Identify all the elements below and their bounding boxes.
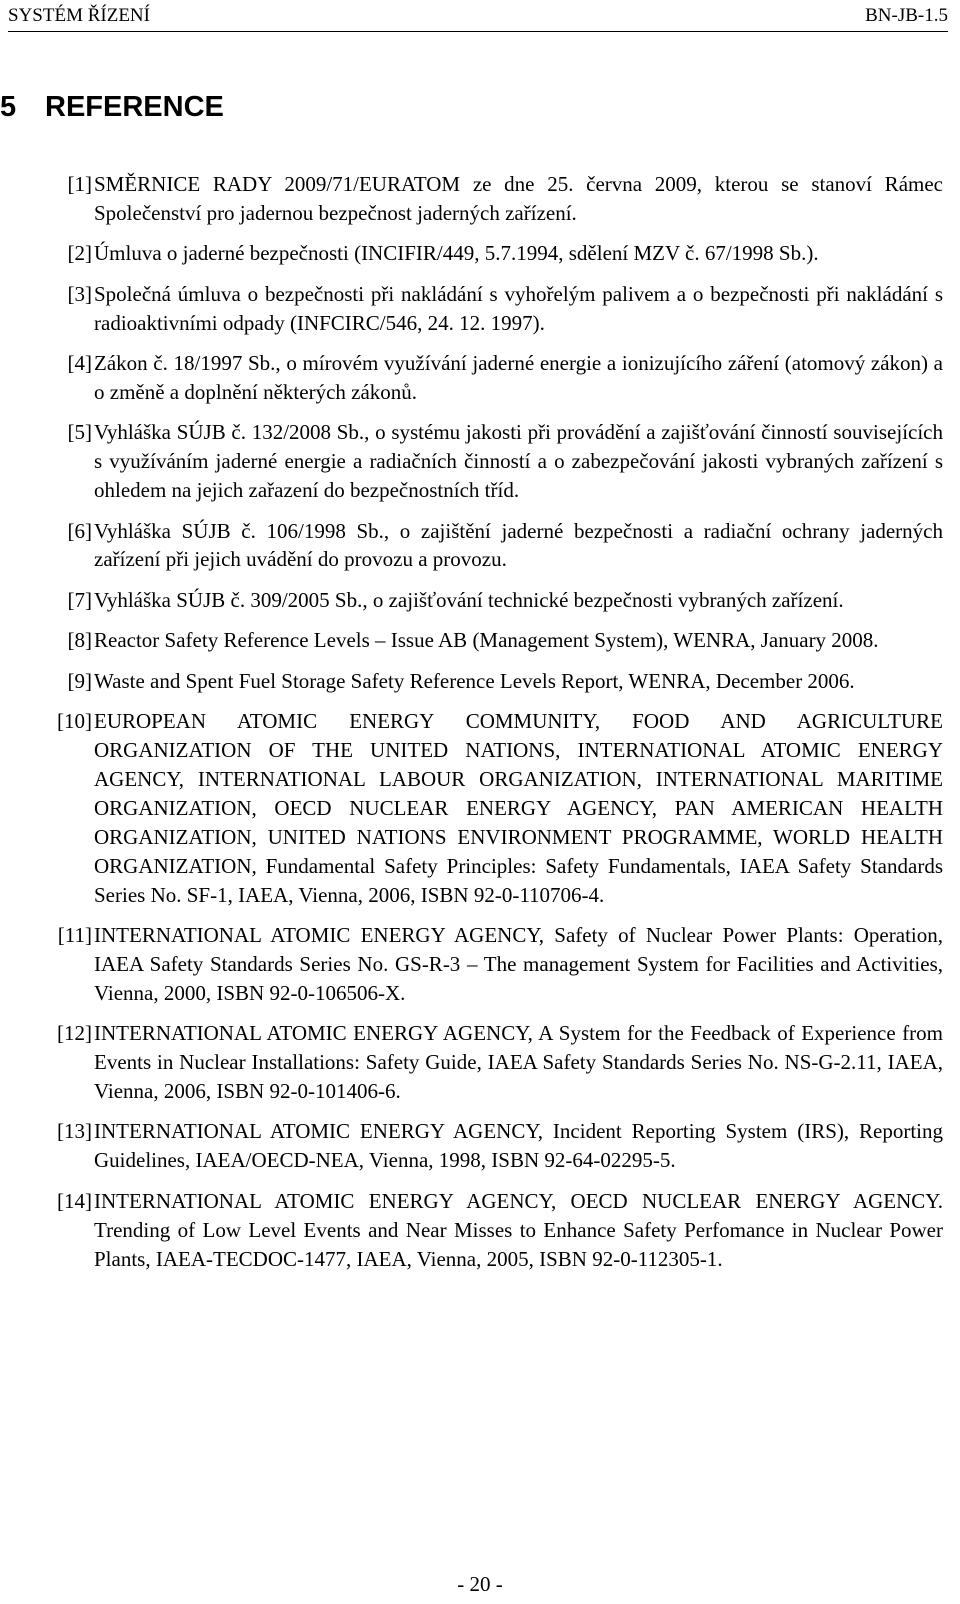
reference-number: [11] [57, 922, 92, 947]
reference-number: [4] [67, 351, 92, 376]
reference-item [0, 517, 958, 575]
reference-text: INTERNATIONAL ATOMIC ENERGY AGENCY, Incident Reporting System (IRS), Reporting Guidelines, IAEA/OECD-NEA, Vienna, 1998, ISBN 92-64-02295-5. [94, 1119, 943, 1173]
reference-item [0, 707, 958, 909]
section-number: 5 [0, 91, 17, 124]
header-document-title: SYSTÉM ŘÍZENÍ [8, 5, 150, 26]
reference-text: Zákon č. 18/1997 Sb., o mírovém využívání jaderné energie a ionizujícího záření (atomový zákon) a o změně a doplnění některých zákonů. [94, 351, 943, 404]
reference-number: [7] [67, 587, 92, 612]
reference-text: EUROPEAN ATOMIC ENERGY COMMUNITY, FOOD AND AGRICULTURE ORGANIZATION OF THE UNITED NATIONS, INTERNATIONAL ATOMIC ENERGY AGENCY, INTERNATIONAL LABOUR ORGANIZATION, INTERNATIONAL MARITIME ORGANIZATION, OECD NUCLEAR ENERGY AGENCY, PAN AMERICAN HEALTH ORGANIZATION, UNITED NATIONS ENVIRONMENT PROGRAMME, WORLD HEALTH ORGANIZATION, Fundamental Safety Principles: Safety Fundamentals, IAEA Safety Standards Series No. SF-1, IAEA, Vienna, 2006, ISBN 92-0-110706-4. [94, 709, 943, 907]
reference-text: INTERNATIONAL ATOMIC ENERGY AGENCY, OECD NUCLEAR ENERGY AGENCY. Trending of Low Level Events and Near Misses to Enhance Safety Perfomance in Nuclear Power Plants, IAEA-TECDOC-1477, IAEA, Vienna, 2005, ISBN 92-0-112305-1. [94, 1188, 943, 1271]
reference-text: Vyhláška SÚJB č. 309/2005 Sb., o zajišťování technické bezpečnosti vybraných zařízení. [94, 587, 844, 612]
reference-text: Vyhláška SÚJB č. 132/2008 Sb., o systému jakosti při provádění a zajišťování činností souvisejících s využíváním jaderné energie a radiačních činností a o zabezpečování jakosti vybraných zařízení s ohledem na jejich zařazení do bezpečnostních tříd. [94, 420, 943, 503]
header-document-code: BN-JB-1.5 [865, 5, 948, 26]
reference-number: [14] [57, 1188, 92, 1213]
reference-number: [12] [57, 1021, 92, 1046]
reference-text: SMĚRNICE RADY 2009/71/EURATOM ze dne 25. června 2009, kterou se stanoví Rámec Společenství pro jadernou bezpečnost jaderných zařízení. [94, 172, 943, 225]
reference-item [0, 239, 958, 268]
reference-number: [8] [67, 628, 92, 653]
reference-number: [13] [57, 1119, 92, 1144]
reference-item [0, 667, 958, 696]
page-number: - 20 - [457, 1572, 503, 1596]
reference-list [0, 170, 958, 1285]
reference-item [0, 586, 958, 615]
reference-item [0, 349, 958, 407]
reference-number: [6] [67, 518, 92, 543]
reference-number: [10] [57, 709, 92, 734]
reference-text: Reactor Safety Reference Levels – Issue AB (Management System), WENRA, January 2008. [94, 628, 879, 653]
reference-text: INTERNATIONAL ATOMIC ENERGY AGENCY, A System for the Feedback of Experience from Events in Nuclear Installations: Safety Guide, IAEA Safety Standards Series No. NS-G-2.11, IAEA, Vienna, 2006, ISBN 92-0-101406-6. [94, 1021, 943, 1103]
reference-item [0, 1117, 958, 1175]
reference-text: Waste and Spent Fuel Storage Safety Reference Levels Report, WENRA, December 2006. [94, 668, 855, 693]
reference-item [0, 418, 958, 505]
reference-number: [9] [67, 668, 92, 693]
reference-text: INTERNATIONAL ATOMIC ENERGY AGENCY, Safety of Nuclear Power Plants: Operation, IAEA Safety Standards Series No. GS-R-3 – The management System for Facilities and Activities, Vienna, 2000, ISBN 92-0-106506-X. [94, 922, 943, 1005]
reference-item [0, 1019, 958, 1106]
reference-item [0, 1187, 958, 1274]
reference-item [0, 170, 958, 228]
reference-number: [2] [67, 241, 92, 266]
section-heading [0, 89, 224, 125]
section-title: REFERENCE [45, 91, 224, 124]
reference-item [0, 921, 958, 1008]
reference-number: [3] [67, 281, 92, 306]
header-divider [8, 31, 948, 32]
reference-item [0, 626, 958, 655]
reference-number: [1] [67, 172, 92, 196]
reference-text: Společná úmluva o bezpečnosti při nakládání s vyhořelým palivem a o bezpečnosti při nakládání s radioaktivními odpady (INFCIRC/546, 24. 12. 1997). [94, 281, 943, 335]
reference-text: Vyhláška SÚJB č. 106/1998 Sb., o zajištění jaderné bezpečnosti a radiační ochrany jaderných zařízení při jejich uvádění do provozu a provozu. [94, 518, 943, 572]
reference-item [0, 280, 958, 338]
reference-text: Úmluva o jaderné bezpečnosti (INCIFIR/449, 5.7.1994, sdělení MZV č. 67/1998 Sb.). [94, 241, 819, 266]
reference-number: [5] [67, 420, 92, 445]
